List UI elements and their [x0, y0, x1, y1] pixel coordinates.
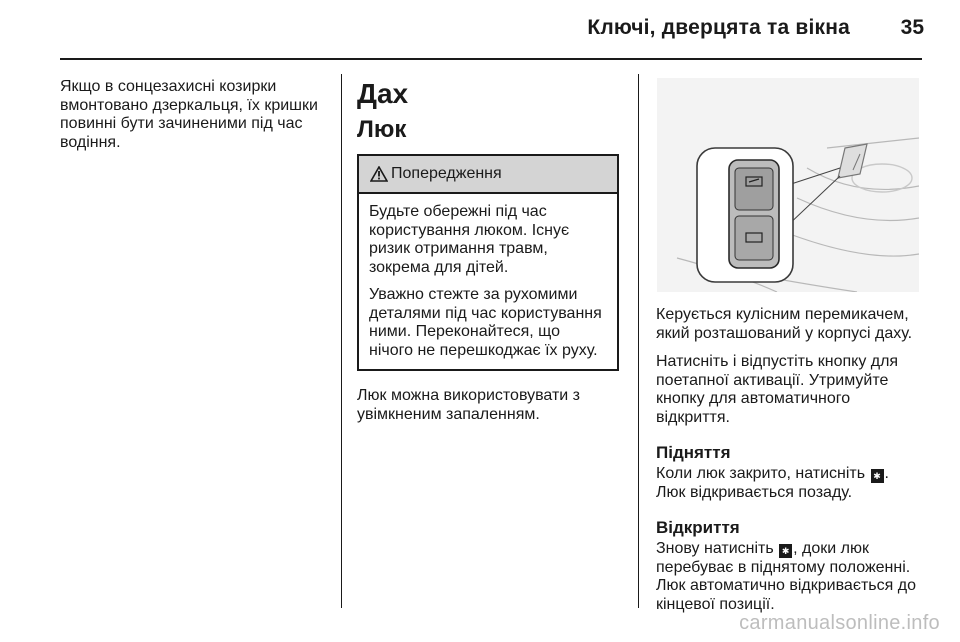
warning-paragraph: Будьте обережні під час користування люком. Існує ризик отримання травм, зокрема для дітей.: [369, 203, 570, 276]
watermark: carmanualsonline.info: [739, 612, 940, 634]
warning-paragraph: Уважно стежте за рухомими деталями під час користування ними. Переконайтеся, що нічого не перешкоджає їх руху.: [369, 286, 602, 359]
text-run: Коли люк закрито, натисніть: [656, 465, 866, 482]
tilt-button-icon: ✱: [871, 469, 884, 483]
section-heading: Дах: [357, 78, 409, 109]
text-run: Люк відкривається позаду.: [656, 483, 853, 501]
warning-body: [359, 194, 617, 360]
text-run: Знову натисніть: [656, 540, 774, 557]
header-rule: [60, 58, 922, 60]
text-run: .: [884, 465, 889, 482]
paragraph: Натисніть і відпустіть кнопку для поетапної активації. Утримуйте кнопку для автоматичного відкриття.: [656, 353, 899, 426]
paragraph: Якщо в сонцезахисні козирки вмонтовано дзеркальця, їх кришки повинні бути зачиненими під час водіння.: [60, 78, 318, 151]
subsection-heading-lift: Підняття: [656, 443, 731, 462]
warning-title: Попередження: [391, 164, 502, 182]
subsection-heading-open: Відкриття: [656, 518, 740, 537]
page-title: Ключі, дверцята та вікна: [587, 16, 850, 39]
paragraph: [656, 540, 924, 614]
page-number: 35: [900, 16, 924, 39]
column-middle: [357, 78, 623, 434]
warning-box: [357, 154, 619, 371]
column-right: [656, 306, 924, 624]
column-divider: [341, 74, 342, 608]
warning-header: [359, 156, 617, 194]
paragraph: [656, 465, 924, 502]
tilt-button-icon: ✱: [779, 544, 792, 558]
paragraph: Люк можна використовувати з увімкненим запаленням.: [357, 387, 581, 423]
column-divider: [638, 74, 639, 608]
warning-triangle-icon: [370, 166, 388, 182]
sunroof-switch-illustration: [657, 78, 919, 292]
column-left: [60, 78, 332, 162]
paragraph: Керується кулісним перемикачем, який розташований у корпусі даху.: [656, 306, 913, 342]
subsection-heading: Люк: [357, 116, 407, 143]
text-run: , доки люк перебуває в піднятому положенні. Люк автоматично відкривається до кінцевої позиції.: [656, 540, 916, 613]
